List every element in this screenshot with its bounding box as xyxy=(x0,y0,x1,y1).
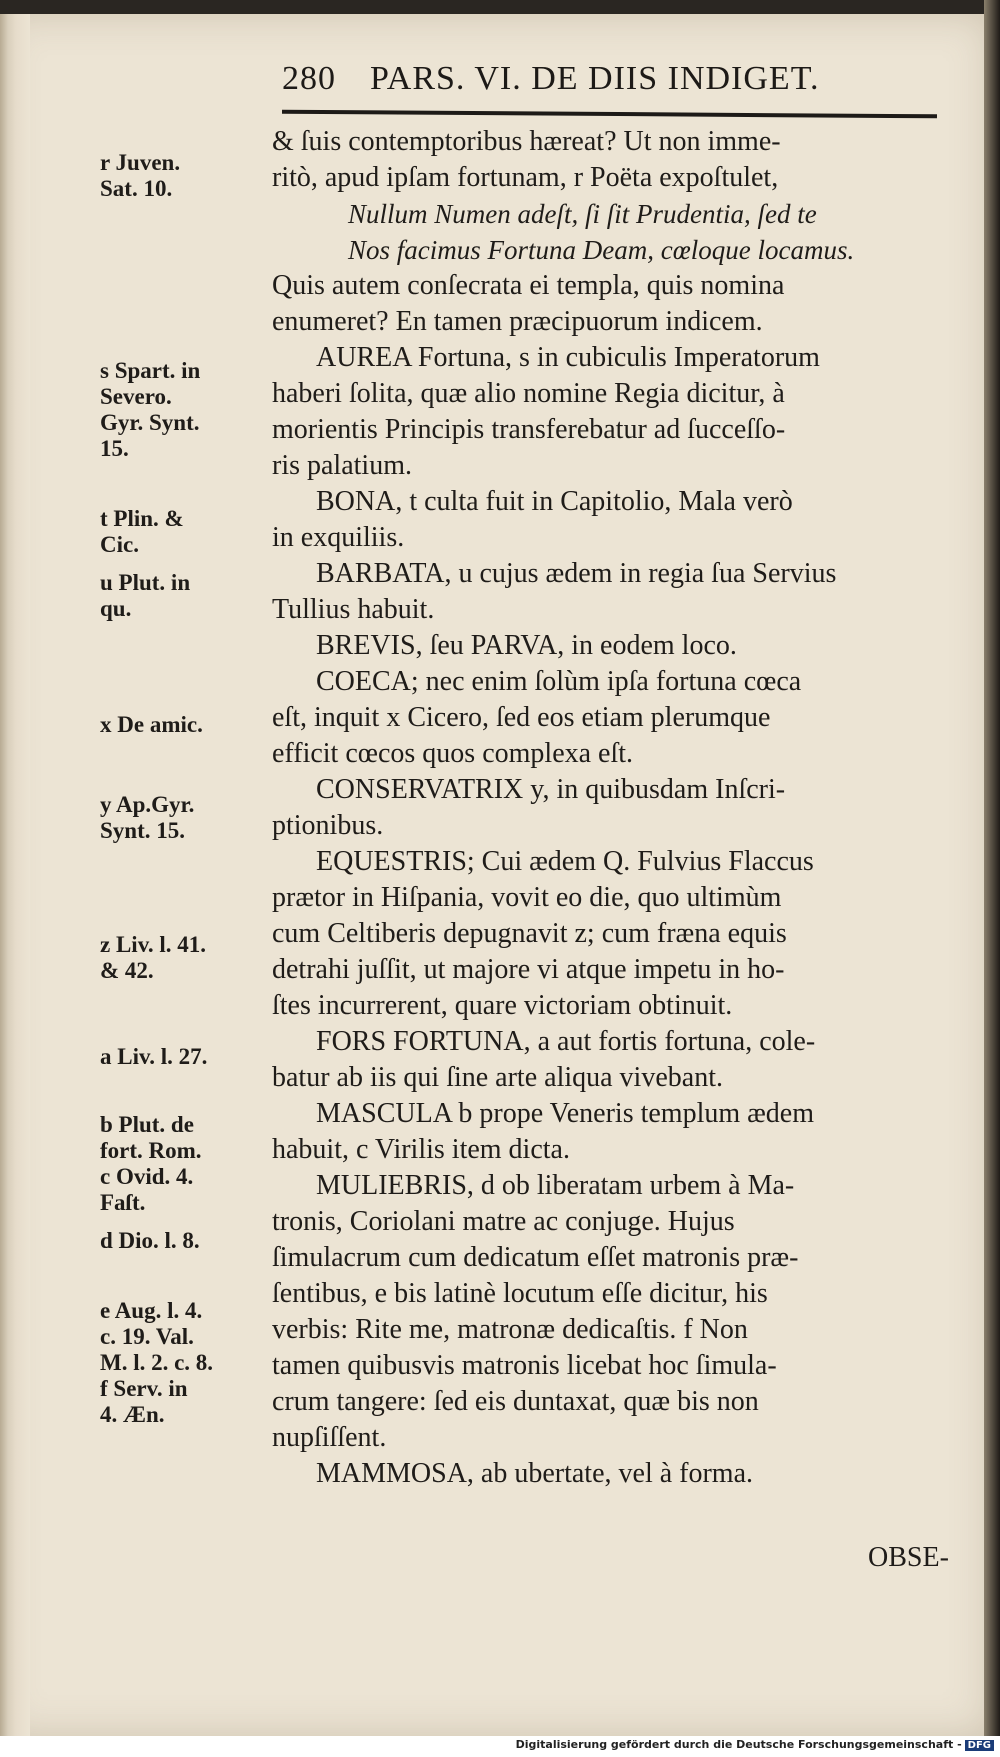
text-line: eſt, inquit x Cicero, ſed eos etiam plerumque xyxy=(272,702,771,733)
text-line: detrahi juſſit, ut majore vi atque impetu in ho- xyxy=(272,954,785,985)
text-line: ritò, apud ipſam fortunam, r Poëta expoſtulet, xyxy=(272,162,779,193)
text-line: tamen quibusvis matronis licebat hoc ſimula- xyxy=(272,1350,777,1381)
text-line: Tullius habuit. xyxy=(272,594,435,625)
entry-bona: BONA, t culta fuit in Capitolio, Mala verò xyxy=(316,486,793,517)
text-line: cum Celtiberis depugnavit z; cum fræna equis xyxy=(272,918,787,949)
text-line: prætor in Hiſpania, vovit eo die, quo ultimùm xyxy=(272,882,782,913)
entry-muliebris: MULIEBRIS, d ob liberatam urbem à Ma- xyxy=(316,1170,795,1201)
entry-barbata: BARBATA, u cujus ædem in regia ſua Servius xyxy=(316,558,837,589)
text-line: nupſiſſent. xyxy=(272,1422,387,1453)
text-line: batur ab iis qui ſine arte aliqua vivebant. xyxy=(272,1062,723,1093)
verse-line: Nullum Numen adeſt, ſi ſit Prudentia, ſed te xyxy=(348,199,817,229)
entry-equestris: EQUESTRIS; Cui ædem Q. Fulvius Flaccus xyxy=(316,846,814,877)
page-edge xyxy=(0,14,30,1736)
binding-shadow xyxy=(984,0,1000,1757)
text-line: ſtes incurrerent, quare victoriam obtinuit. xyxy=(272,990,733,1021)
text-line: & ſuis contemptoribus hæreat? Ut non imme- xyxy=(272,126,781,157)
text-line: ptionibus. xyxy=(272,810,384,841)
margin-note: x De amic. xyxy=(100,712,203,737)
margin-note: e Aug. l. 4. c. 19. Val. M. l. 2. c. 8. f Serv. in 4. Æn. xyxy=(100,1298,214,1427)
text-line: ſentibus, e bis latinè locutum eſſe dicitur, his xyxy=(272,1278,768,1309)
margin-note: b Plut. de fort. Rom. c Ovid. 4. Faſt. xyxy=(100,1112,202,1215)
entry-fors-fortuna: FORS FORTUNA, a aut fortis fortuna, cole- xyxy=(316,1026,816,1057)
margin-note: a Liv. l. 27. xyxy=(100,1044,208,1069)
running-title: PARS. VI. DE DIIS INDIGET. xyxy=(370,60,820,97)
text-line: in exquiliis. xyxy=(272,522,405,553)
text-line: enumeret? En tamen præcipuorum indicem. xyxy=(272,306,763,337)
entry-mascula: MASCULA b prope Veneris templum ædem xyxy=(316,1098,815,1129)
entry-coeca: COECA; nec enim ſolùm ipſa fortuna cœca xyxy=(316,666,802,697)
dfg-logo: DFG xyxy=(965,1740,994,1751)
main-text xyxy=(272,124,952,1492)
margin-note: u Plut. in qu. xyxy=(100,570,191,621)
running-header xyxy=(282,60,942,110)
verse-line: Nos facimus Fortuna Deam, cœloque locamus. xyxy=(348,235,855,265)
text-line: morientis Principis transferebatur ad ſucceſſo- xyxy=(272,414,786,445)
margin-note: z Liv. l. 41. & 42. xyxy=(100,932,207,983)
text-line: haberi ſolita, quæ alio nomine Regia dicitur, à xyxy=(272,378,785,409)
margin-note: t Plin. & Cic. xyxy=(100,506,184,557)
text-line: Quis autem conſecrata ei templa, quis nomina xyxy=(272,270,785,301)
entry-aurea: AUREA Fortuna, s in cubiculis Imperatorum xyxy=(316,342,820,373)
footer-credit xyxy=(516,1738,994,1751)
text-line: tronis, Coriolani matre ac conjuge. Hujus xyxy=(272,1206,735,1237)
footer-bar xyxy=(0,1736,1000,1757)
footer-text: Digitalisierung gefördert durch die Deutsche Forschungsgemeinschaft - xyxy=(515,1738,962,1751)
text-line: ris palatium. xyxy=(272,450,412,481)
catchword: OBSE- xyxy=(868,1542,949,1573)
margin-note: d Dio. l. 8. xyxy=(100,1228,200,1253)
entry-conservatrix: CONSERVATRIX y, in quibusdam Inſcri- xyxy=(316,774,786,805)
text-line: efficit cœcos quos complexa eſt. xyxy=(272,738,634,769)
text-line: ſimulacrum cum dedicatum eſſet matronis præ- xyxy=(272,1242,799,1273)
text-line: crum tangere: ſed eis duntaxat, quæ bis non xyxy=(272,1386,759,1417)
margin-note: s Spart. in Severo. Gyr. Synt. 15. xyxy=(100,358,201,461)
entry-mammosa: MAMMOSA, ab ubertate, vel à forma. xyxy=(316,1458,754,1489)
page-number: 280 xyxy=(282,60,336,97)
margin-note: r Juven. Sat. 10. xyxy=(100,150,181,201)
text-line: habuit, c Virilis item dicta. xyxy=(272,1134,570,1165)
text-line: verbis: Rite me, matronæ dedicaſtis. f Non xyxy=(272,1314,748,1345)
entry-brevis: BREVIS, ſeu PARVA, in eodem loco. xyxy=(316,630,737,661)
margin-note: y Ap.Gyr. Synt. 15. xyxy=(100,792,195,843)
